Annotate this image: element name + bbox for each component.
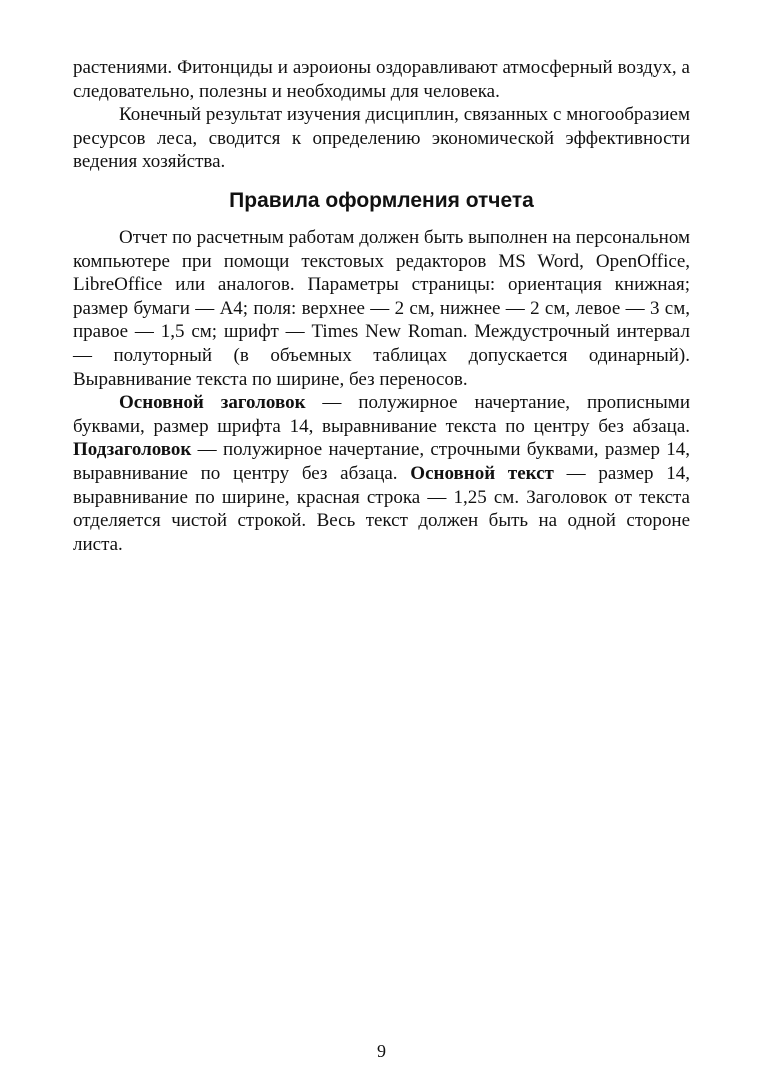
section-paragraph-1: Отчет по расчетным работам должен быть выполнен на персональном компьютере при помощи текстовых редакторов MS Word, OpenOffice, LibreOffice или аналогов. Параметры страницы: ориентация книжная; размер бумаги — А4; поля: верхнее — 2 см, нижнее — 2 см, левое — 3 см, правое — 1,5 см; шрифт — Times New Roman. Междустрочный интервал — полуторный (в объемных таблицах допускается одинарный). Выравнивание текста по ширине, без переносов.: [73, 226, 690, 390]
document-page: [73, 56, 690, 556]
term-main-text: Основной текст: [410, 462, 554, 484]
term-main-heading-description: — полужирное начертание, прописными буквами, размер шрифта 14, выравнивание текста по центру без абзаца.: [73, 392, 691, 437]
intro-paragraph-1: растениями. Фитонциды и аэроионы оздоравливают атмосферный воздух, а следовательно, полезны и необходимы для человека.: [73, 57, 690, 102]
page-number: 9: [377, 1041, 386, 1061]
term-subheading: Подзаголовок: [73, 439, 192, 461]
section-heading: Правила оформления отчета: [229, 188, 534, 212]
term-main-text-description: — размер 14, выравнивание по ширине, красная строка — 1,25 см. Заголовок от текста отделяется чистой строкой. Весь текст должен быть на одной стороне листа.: [73, 462, 690, 555]
intro-paragraph-2: Конечный результат изучения дисциплин, связанных с многообразием ресурсов леса, сводится к определению экономической эффективности ведения хозяйства.: [73, 104, 690, 173]
term-main-heading: Основной заголовок: [119, 392, 306, 414]
section-paragraph-2: [73, 391, 690, 556]
term-subheading-description: — полужирное начертание, строчными буквами, размер 14, выравнивание по центру без абзаца.: [73, 439, 690, 484]
